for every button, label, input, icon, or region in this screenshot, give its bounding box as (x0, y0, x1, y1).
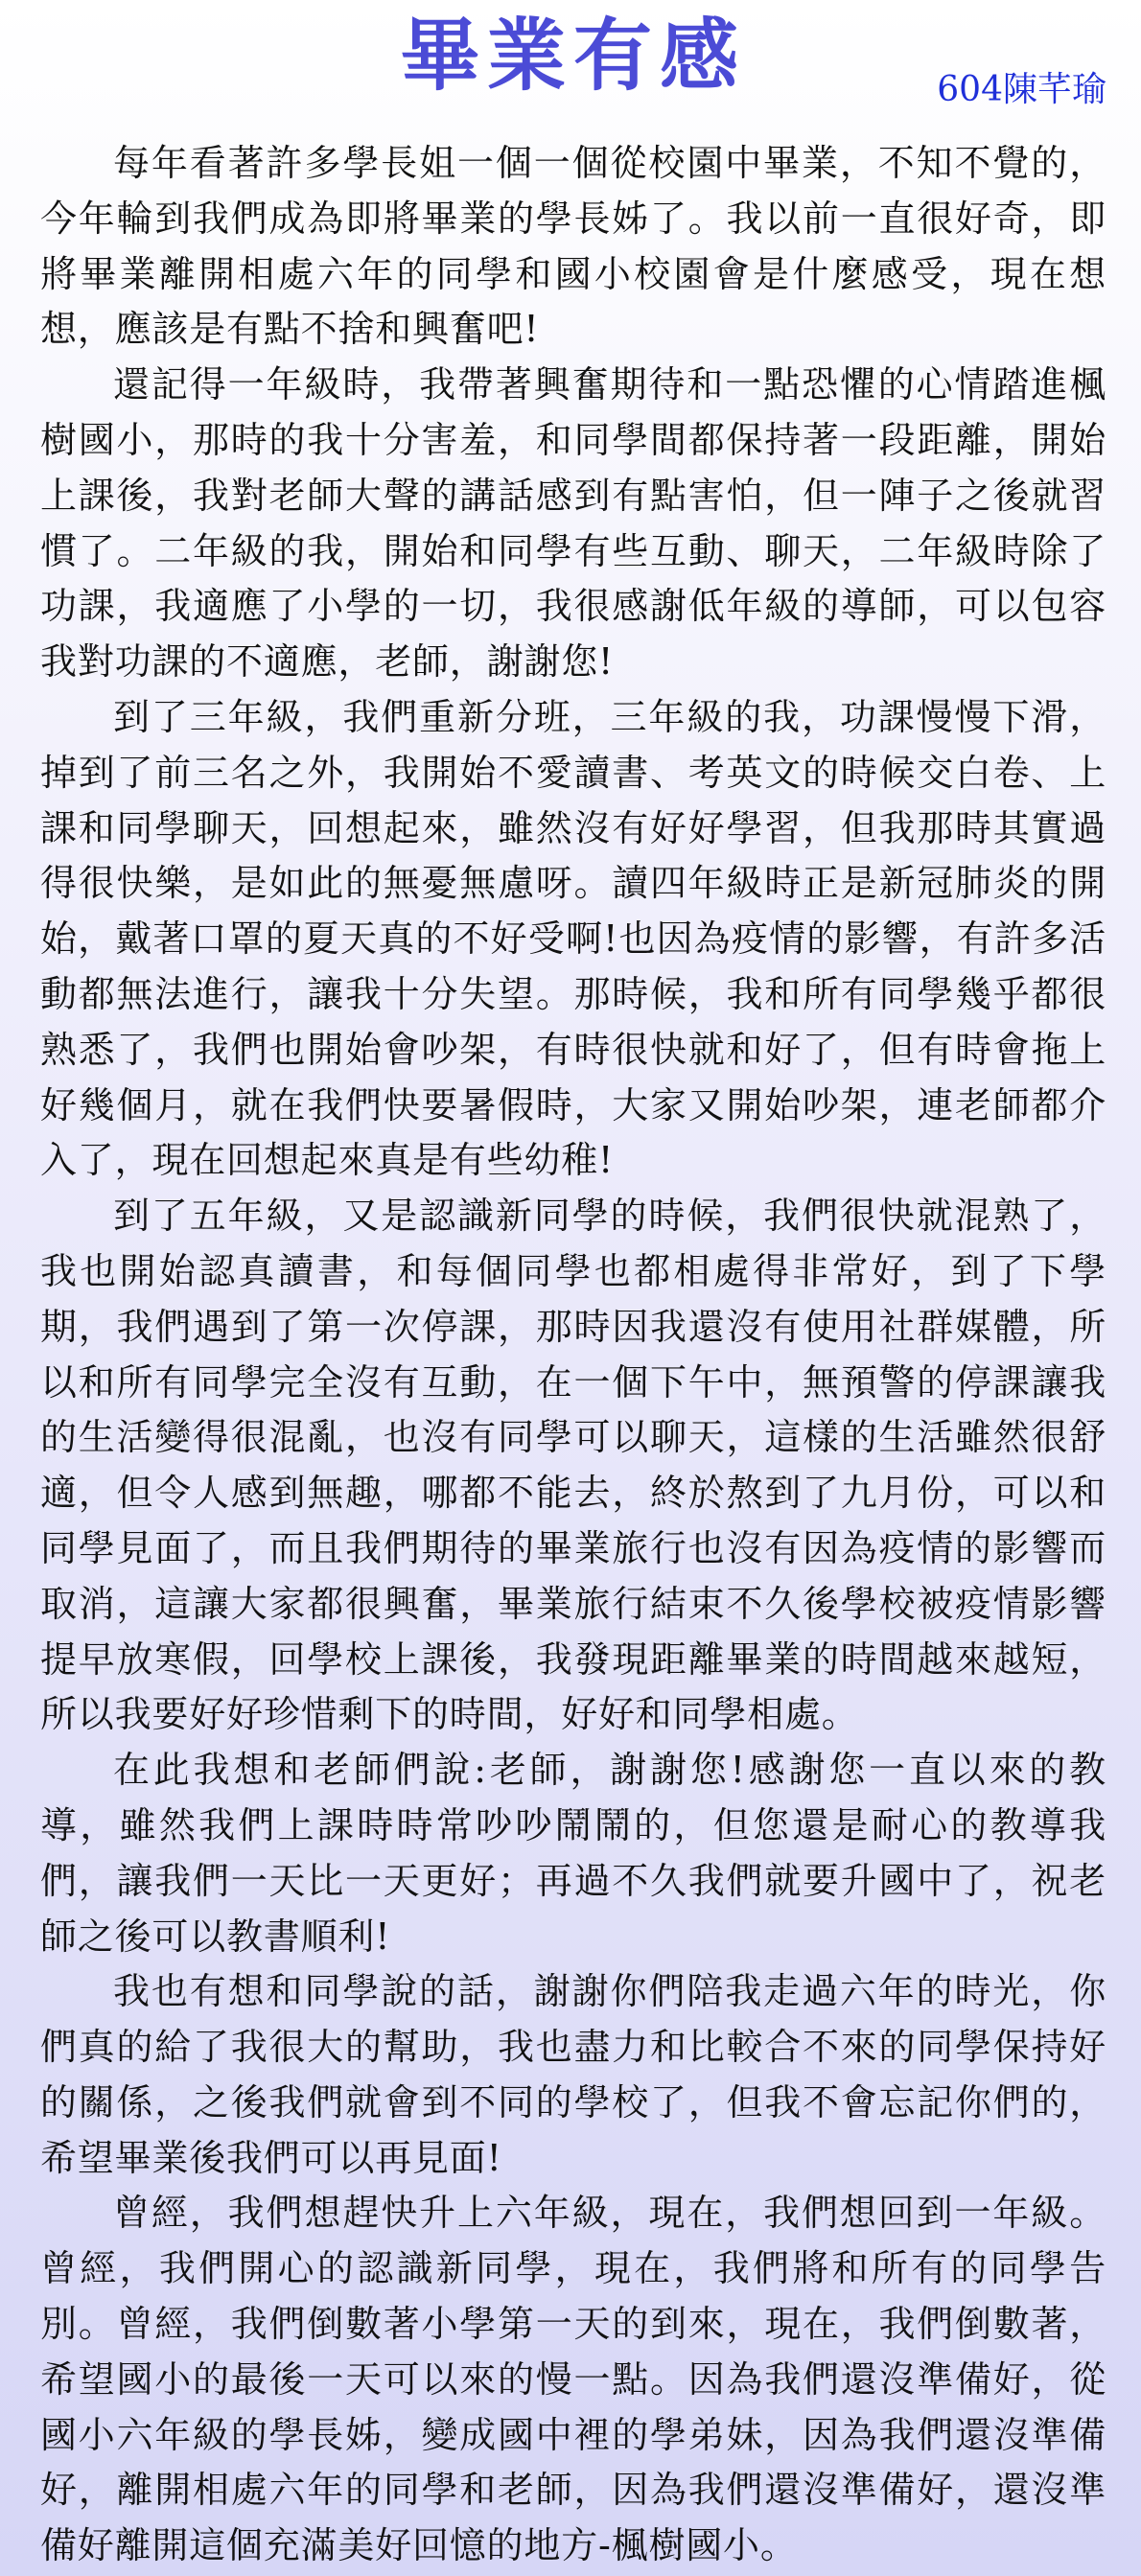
paragraph-2: 還記得一年級時，我帶著興奮期待和一點恐懼的心情踏進楓樹國小，那時的我十分害羞，和同學間都保持著一段距離，開始上課後，我對老師大聲的講話感到有點害怕，但一陣子之後就習慣了。二年級的我，開始和同學有些互動、聊天，二年級時除了功課，我適應了小學的一切，我很感謝低年級的導師，可以包容我對功課的不適應，老師，謝謝您! (40, 363, 1106, 684)
essay-header (40, 0, 1106, 134)
paragraph-1: 每年看著許多學長姐一個一個從校園中畢業，不知不覺的，今年輪到我們成為即將畢業的學長姊了。我以前一直很好奇，即將畢業離開相處六年的同學和國小校園會是什麼感受，現在想想，應該是有點不捨和興奮吧! (40, 142, 1106, 351)
paragraph-6: 我也有想和同學說的話，謝謝你們陪我走過六年的時光，你們真的給了我很大的幫助，我也盡力和比較合不來的同學保持好的關係，之後我們就會到不同的學校了，但我不會忘記你們的，希望畢業後我們可以再見面! (40, 1970, 1106, 2179)
paragraph-4: 到了五年級，又是認識新同學的時候，我們很快就混熟了，我也開始認真讀書，和每個同學也都相處得非常好，到了下學期，我們遇到了第一次停課，那時因我還沒有使用社群媒體，所以和所有同學完全沒有互動，在一個下午中，無預警的停課讓我的生活變得很混亂，也沒有同學可以聊天，這樣的生活雖然很舒適，但令人感到無趣，哪都不能去，終於熬到了九月份，可以和同學見面了，而且我們期待的畢業旅行也沒有因為疫情的影響而取消，這讓大家都很興奮，畢業旅行結束不久後學校被疫情影響提早放寒假，回學校上課後，我發現距離畢業的時間越來越短，所以我要好好珍惜剩下的時間，好好和同學相處。 (40, 1195, 1106, 1736)
author-name: 604陳芊瑜 (937, 70, 1106, 109)
paragraph-3: 到了三年級，我們重新分班，三年級的我，功課慢慢下滑，掉到了前三名之外，我開始不愛讀書、考英文的時候交白卷、上課和同學聊天，回想起來，雖然沒有好好學習，但我那時其實過得很快樂，是如此的無憂無慮呀。讀四年級時正是新冠肺炎的開始，戴著口罩的夏天真的不好受啊!也因為疫情的影響，有許多活動都無法進行，讓我十分失望。那時候，我和所有同學幾乎都很熟悉了，我們也開始會吵架，有時很快就和好了，但有時會拖上好幾個月，就在我們快要暑假時，大家又開始吵架，連老師都介入了，現在回想起來真是有些幼稚! (40, 695, 1106, 1182)
paragraph-5: 在此我想和老師們說:老師，謝謝您!感謝您一直以來的教導，雖然我們上課時時常吵吵鬧鬧的，但您還是耐心的教導我們，讓我們一天比一天更好；再過不久我們就要升國中了，祝老師之後可以教書順利! (40, 1749, 1106, 1958)
paragraph-7: 曾經，我們想趕快升上六年級，現在，我們想回到一年級。曾經，我們開心的認識新同學，現在，我們將和所有的同學告別。曾經，我們倒數著小學第一天的到來，現在，我們倒數著，希望國小的最後一天可以來的慢一點。因為我們還沒準備好，從國小六年級的學長姊，變成國中裡的學弟妹，因為我們還沒準備好，離開相處六年的同學和老師，因為我們還沒準備好，還沒準備好離開這個充滿美好回憶的地方-楓樹國小。 (40, 2192, 1106, 2567)
essay-body (40, 136, 1106, 2574)
essay-title: 畢業有感 (400, 11, 746, 102)
